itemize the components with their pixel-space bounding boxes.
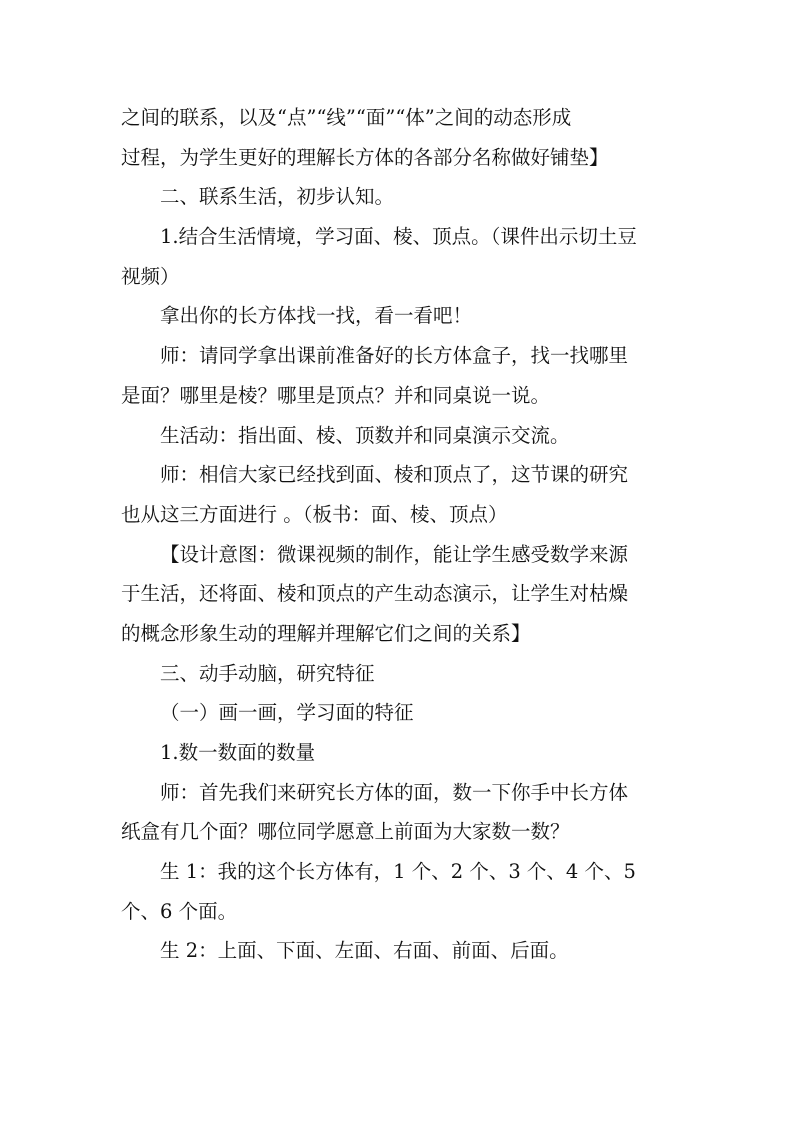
- text-line: 拿出你的长方体找一找，看一看吧！: [160, 304, 473, 328]
- text-line: 1.结合生活情境，学习面、棱、顶点。（课件出示切土豆: [160, 225, 637, 249]
- text-line: 过程，为学生更好的理解长方体的各部分名称做好铺垫】: [121, 145, 609, 169]
- text-line: 个、6 个面。: [121, 899, 238, 923]
- text-line: 于生活，还将面、棱和顶点的产生动态演示，让学生对枯燥: [121, 582, 629, 606]
- text-line: 也从这三方面进行 。（板书：面、棱、顶点）: [121, 502, 508, 526]
- text-line: 的概念形象生动的理解并理解它们之间的关系】: [121, 621, 531, 645]
- text-line: 【设计意图：微课视频的制作，能让学生感受数学来源: [160, 542, 629, 566]
- text-line: 纸盒有几个面？哪位同学愿意上前面为大家数一数？: [121, 820, 570, 844]
- text-line: 师：请同学拿出课前准备好的长方体盒子，找一找哪里: [160, 344, 629, 368]
- section-heading: 三、动手动脑，研究特征: [160, 661, 375, 685]
- subsection-heading: （一）画一画，学习面的特征: [160, 701, 414, 725]
- text-line: 之间的联系，以及“点”“线”“面”“体”之间的动态形成: [121, 106, 572, 129]
- text-line: 是面？哪里是棱？哪里是顶点？并和同桌说一说。: [121, 383, 551, 407]
- section-heading: 二、联系生活，初步认知。: [160, 185, 395, 209]
- text-line: 师：相信大家已经找到面、棱和顶点了，这节课的研究: [160, 463, 629, 487]
- text-line: 1.数一数面的数量: [160, 741, 316, 764]
- text-line: 生 2：上面、下面、左面、右面、前面、后面。: [160, 939, 569, 963]
- text-line: 生活动：指出面、棱、顶数并和同桌演示交流。: [160, 423, 570, 447]
- text-line: 师：首先我们来研究长方体的面，数一下你手中长方体: [160, 780, 629, 804]
- text-line: 视频）: [121, 264, 180, 288]
- text-line: 生 1：我的这个长方体有，1 个、2 个、3 个、4 个、5: [160, 860, 636, 884]
- document-body: [121, 98, 681, 971]
